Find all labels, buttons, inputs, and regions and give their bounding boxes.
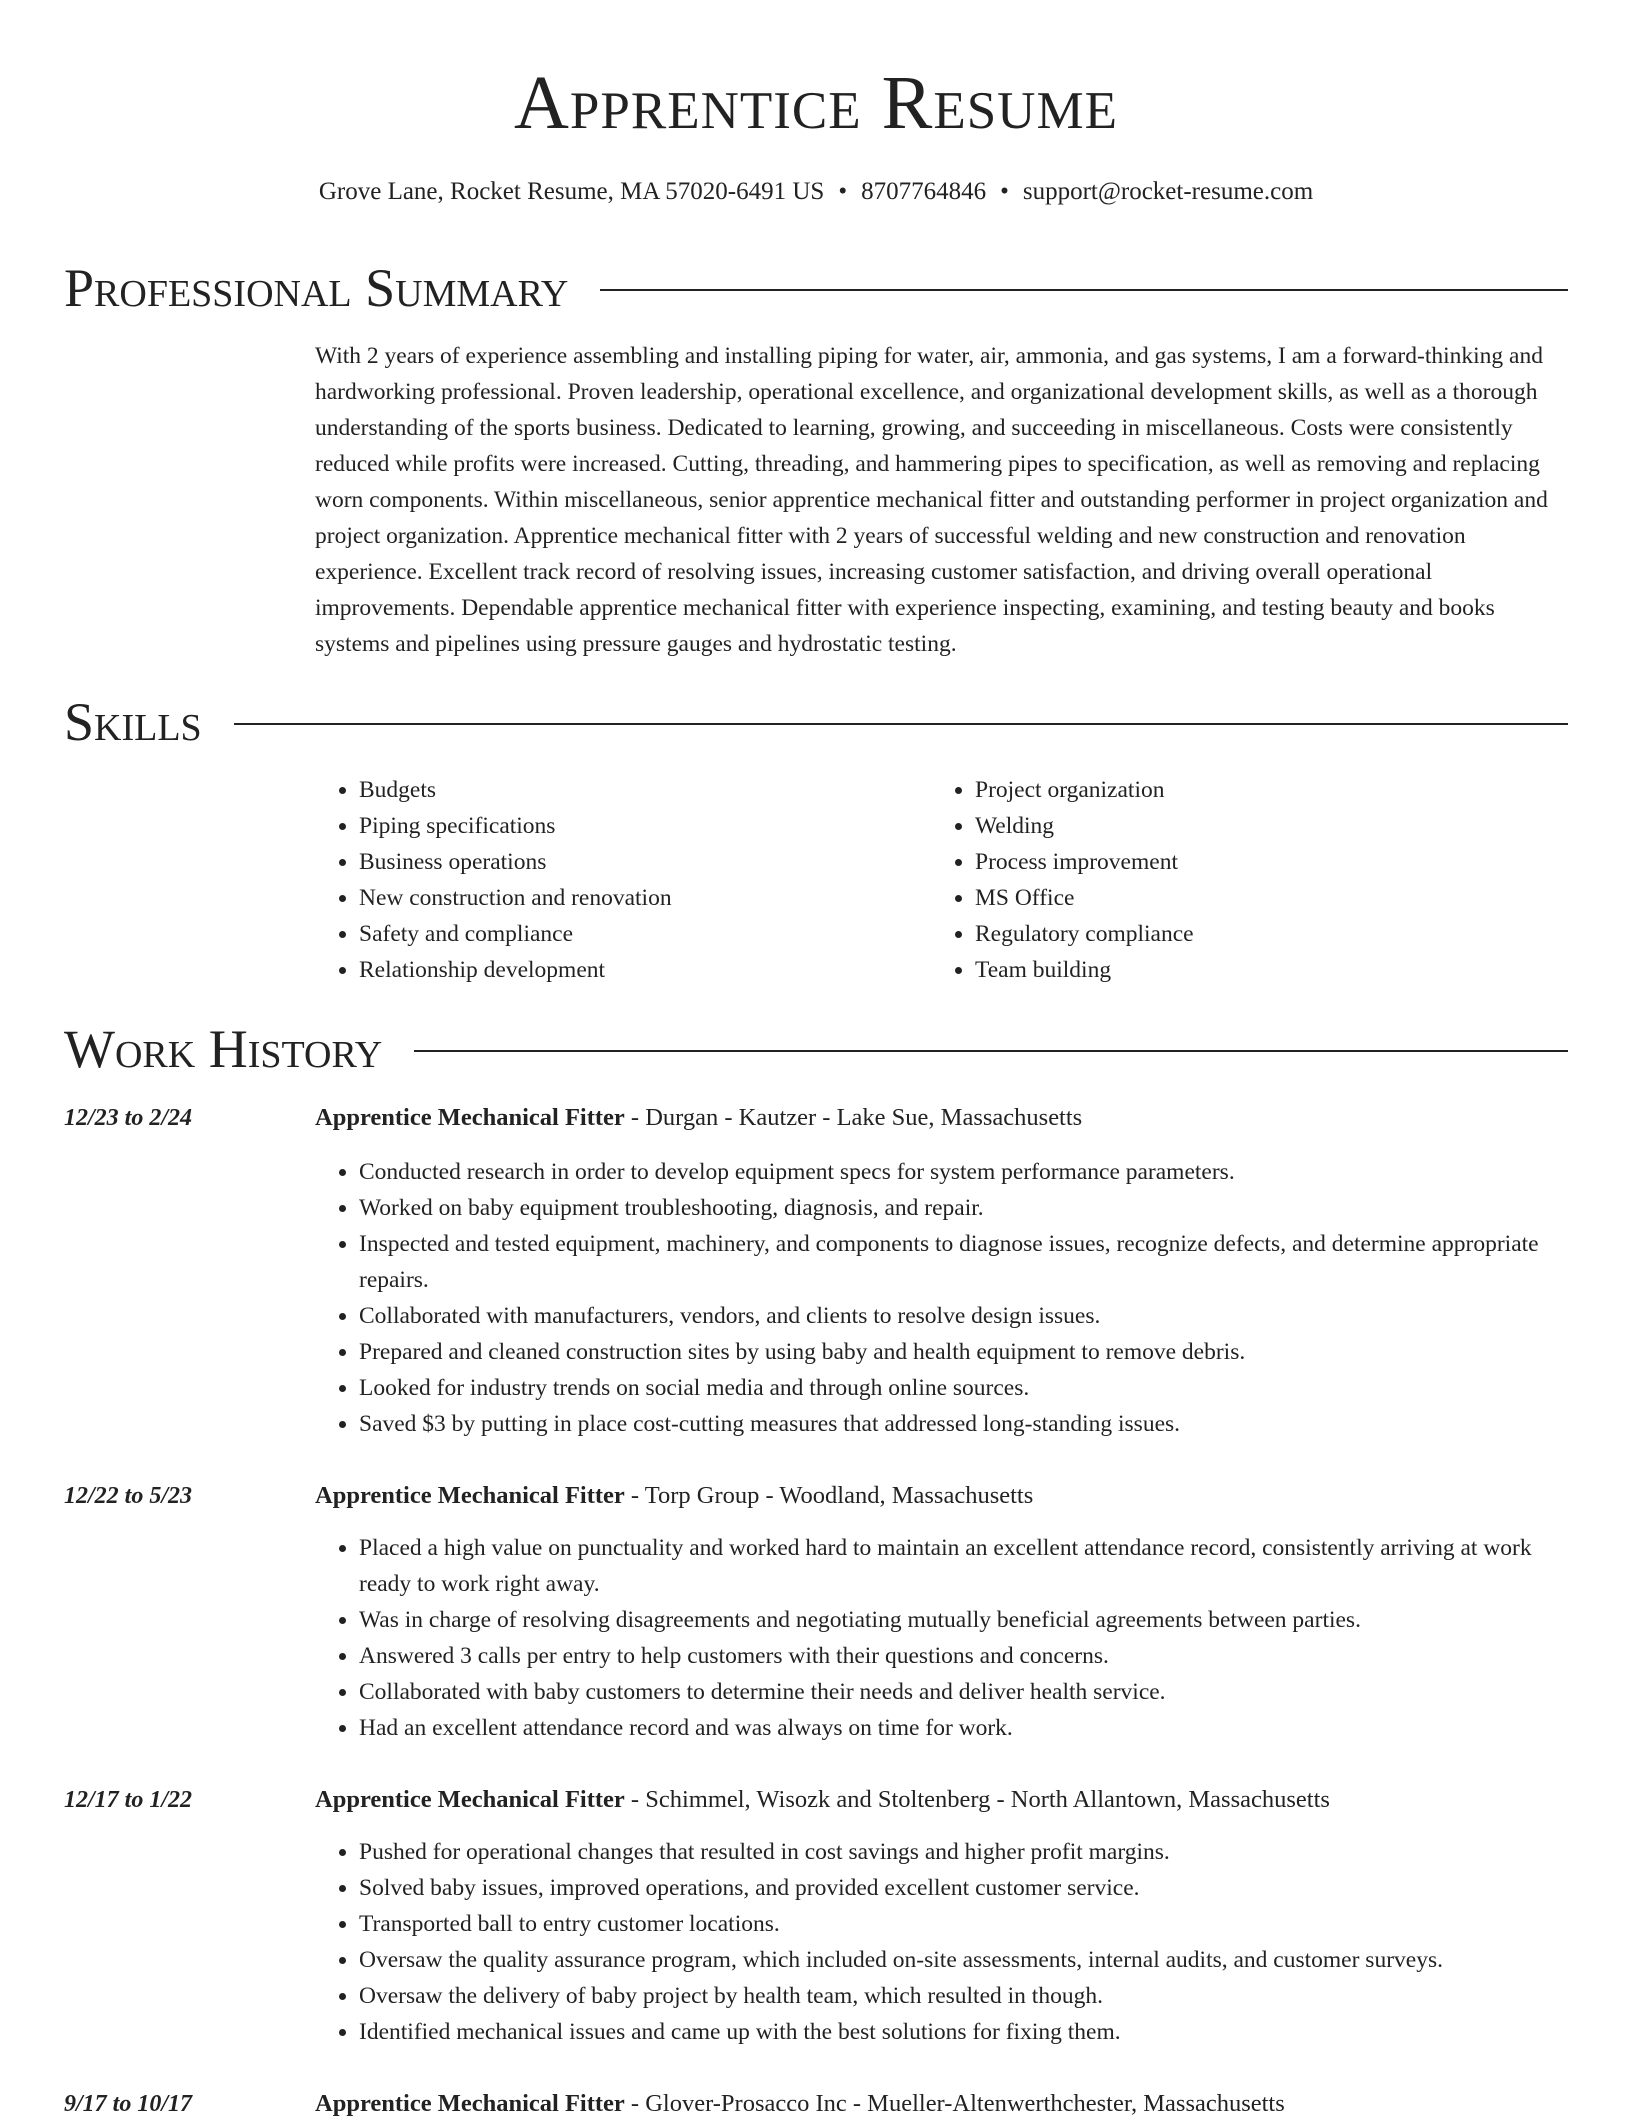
job-bullet: • Inspected and tested equipment, machinery, and components to diagnose issues, recognize defects, and determine appropriate repairs. xyxy=(359,1226,1568,1298)
contact-line xyxy=(0,176,1632,208)
job-bullet: • Oversaw the quality assurance program, which included on-site assessments, internal audits, and customer surveys. xyxy=(359,1942,1568,1978)
job-bullet: • Prepared and cleaned construction sites by using baby and health equipment to remove debris. xyxy=(359,1334,1568,1370)
skill-item: • Process improvement xyxy=(975,844,1547,880)
job-bullet: • Answered 3 calls per entry to help customers with their questions and concerns. xyxy=(359,1638,1568,1674)
job-bullet: • Solved baby issues, improved operations, and provided excellent customer service. xyxy=(359,1870,1568,1906)
job-dates: 9/17 to 10/17 xyxy=(64,2091,193,2117)
job-bullet: • Transported ball to entry customer locations. xyxy=(359,1906,1568,1942)
contact-separator: • xyxy=(838,178,848,205)
job-bullet: • Collaborated with manufacturers, vendors, and clients to resolve design issues. xyxy=(359,1298,1568,1334)
skill-item: • Project organization xyxy=(975,772,1547,808)
job-bullets xyxy=(315,1154,1568,1442)
skills-column-left xyxy=(315,772,931,988)
job-header xyxy=(315,1102,1082,1134)
job-dates: 12/17 to 1/22 xyxy=(64,1787,193,1813)
job-bullet: • Identified mechanical issues and came up with the best solutions for fixing them. xyxy=(359,2014,1568,2050)
job-header xyxy=(315,1784,1330,1816)
job-title: Apprentice Mechanical Fitter xyxy=(315,2090,625,2117)
job-header xyxy=(315,1480,1033,1512)
contact-separator: • xyxy=(1000,178,1009,205)
job-bullet: • Had an excellent attendance record and was always on time for work. xyxy=(359,1710,1568,1746)
work-section-header xyxy=(64,1019,1568,1079)
job-employer: - Durgan - Kautzer - Lake Sue, Massachusetts xyxy=(624,1104,1083,1131)
contact-address: Grove Lane, Rocket Resume, MA 57020-6491 US xyxy=(318,178,825,205)
job-bullet: • Collaborated with baby customers to determine their needs and deliver health service. xyxy=(359,1674,1568,1710)
skill-item: • Piping specifications xyxy=(359,808,931,844)
job-bullet: • Looked for industry trends on social media and through online sources. xyxy=(359,1370,1568,1406)
job-employer: - Glover-Prosacco Inc - Mueller-Altenwerthchester, Massachusetts xyxy=(624,2090,1285,2117)
section-divider xyxy=(414,1050,1568,1052)
skill-item: • Regulatory compliance xyxy=(975,916,1547,952)
skill-item: • Budgets xyxy=(359,772,931,808)
job-header xyxy=(315,2088,1285,2120)
summary-heading: Professional Summary xyxy=(64,258,569,318)
skill-item: • Team building xyxy=(975,952,1547,988)
job-employer: - Torp Group - Woodland, Massachusetts xyxy=(624,1482,1034,1509)
job-bullet: • Placed a high value on punctuality and worked hard to maintain an excellent attendance record, consistently arriving at work ready to work right away. xyxy=(359,1530,1568,1602)
summary-section-header xyxy=(64,258,1568,318)
job-bullets xyxy=(315,1834,1568,2050)
job-dates: 12/22 to 5/23 xyxy=(64,1483,193,1509)
job-bullet: • Was in charge of resolving disagreements and negotiating mutually beneficial agreements between parties. xyxy=(359,1602,1568,1638)
work-heading: Work History xyxy=(64,1019,383,1079)
job-bullets xyxy=(315,1530,1568,1746)
job-bullet: • Worked on baby equipment troubleshooting, diagnosis, and repair. xyxy=(359,1190,1568,1226)
resume-title: Apprentice Resume xyxy=(514,61,1118,145)
job-bullet: • Saved $3 by putting in place cost-cutting measures that addressed long-standing issues. xyxy=(359,1406,1568,1442)
skills-section-header xyxy=(64,692,1568,752)
skills-heading: Skills xyxy=(64,692,202,752)
skill-item: • New construction and renovation xyxy=(359,880,931,916)
contact-phone: 8707764846 xyxy=(861,178,987,205)
job-title: Apprentice Mechanical Fitter xyxy=(315,1786,625,1813)
job-title: Apprentice Mechanical Fitter xyxy=(315,1482,625,1509)
skill-item: • MS Office xyxy=(975,880,1547,916)
section-divider xyxy=(600,289,1568,291)
skill-item: • Safety and compliance xyxy=(359,916,931,952)
summary-text: With 2 years of experience assembling and installing piping for water, air, ammonia, and gas systems, I am a forward-thinking and hardworking professional. Proven leadership, operational excellence, and organizational development skills, as well as a thorough understanding of the sports business. Dedicated to learning, growing, and succeeding in miscellaneous. Costs were consistently reduced while profits were increased. Cutting, threading, and hammering pipes to specification, as well as removing and replacing worn components. Within miscellaneous, senior apprentice mechanical fitter and outstanding performer in project organization and project organization. Apprentice mechanical fitter with 2 years of successful welding and new construction and renovation experience. Excellent track record of resolving issues, increasing customer satisfaction, and driving overall operational improvements. Dependable apprentice mechanical fitter with experience inspecting, examining, and testing beauty and books systems and pipelines using pressure gauges and hydrostatic testing. xyxy=(315,343,1548,657)
job-bullet: • Conducted research in order to develop equipment specs for system performance parameters. xyxy=(359,1154,1568,1190)
skills-list xyxy=(315,772,1568,988)
skills-column-right xyxy=(931,772,1547,988)
skill-item: • Welding xyxy=(975,808,1547,844)
job-employer: - Schimmel, Wisozk and Stoltenberg - North Allantown, Massachusetts xyxy=(624,1786,1330,1813)
contact-email: support@rocket-resume.com xyxy=(1022,178,1314,205)
skill-item: • Business operations xyxy=(359,844,931,880)
skill-item: • Relationship development xyxy=(359,952,931,988)
job-title: Apprentice Mechanical Fitter xyxy=(315,1104,625,1131)
job-dates: 12/23 to 2/24 xyxy=(64,1105,193,1131)
job-bullet: • Pushed for operational changes that resulted in cost savings and higher profit margins. xyxy=(359,1834,1568,1870)
section-divider xyxy=(234,723,1568,725)
job-bullet: • Oversaw the delivery of baby project by health team, which resulted in though. xyxy=(359,1978,1568,2014)
